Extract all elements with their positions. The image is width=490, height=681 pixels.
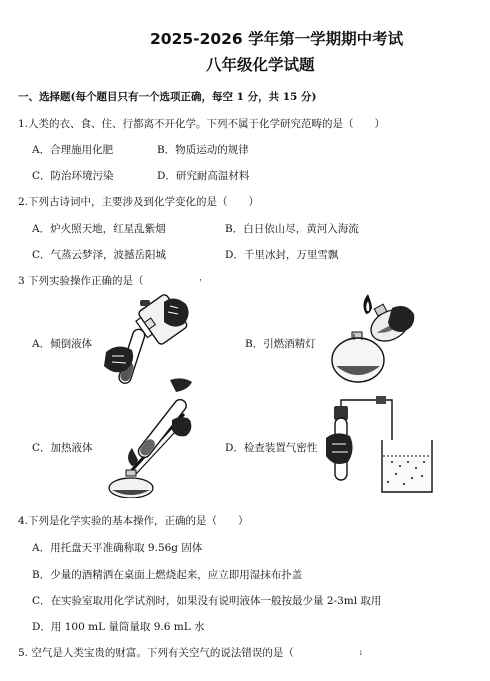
exam-subtitle: 八年级化学试题: [206, 56, 315, 74]
q2-option-b: B．白日依山尽，黄河入海流: [225, 223, 359, 235]
question-1-stem: 1.人类的衣、食、住、行都离不开化学。下列不属于化学研究范畴的是（ ）: [18, 118, 386, 130]
q1-option-d: D．研究耐高温材料: [157, 170, 250, 182]
question-3-stem: 3 下列实验操作正确的是（: [18, 275, 144, 287]
q2-option-d: D．千里冰封，万里雪飘: [225, 249, 339, 261]
q1-option-c: C．防治环境污染: [32, 170, 114, 182]
q4-option-d: D．用 100 mL 量筒量取 9.6 mL 水: [32, 621, 205, 633]
q2-option-c: C．气蒸云梦泽，波撼岳阳城: [32, 249, 167, 261]
question-3-stray-mark: ，: [199, 273, 209, 283]
q3-option-b: B．引燃酒精灯: [245, 338, 316, 350]
section-heading: 一、选择题(每个题目只有一个选项正确，每空 1 分，共 15 分): [18, 91, 317, 103]
q2-option-a: A．炉火照天地，红星乱紫烟: [32, 223, 166, 235]
question-5-stem: 5. 空气是人类宝贵的财富。下列有关空气的说法错误的是（: [18, 647, 294, 659]
question-4-stem: 4.下列是化学实验的基本操作，正确的是（ ）: [18, 515, 249, 527]
q3-option-d: D．检查装置气密性: [225, 442, 318, 454]
question-2-stem: 2.下列古诗词中，主要涉及到化学变化的是（ ）: [18, 196, 260, 208]
question-5-stray-mark: ↓: [358, 649, 364, 657]
exam-title: 2025-2026 学年第一学期期中考试: [150, 30, 404, 48]
airtightness-check-illustration: [326, 396, 436, 498]
q4-option-b: B．少量的酒精洒在桌面上燃烧起来，应立即用湿抹布扑盖: [32, 569, 303, 581]
q4-option-a: A．用托盘天平准确称取 9.56g 固体: [32, 542, 203, 554]
q4-option-c: C．在实验室取用化学试剂时，如果没有说明液体一般按最少量 2-3ml 取用: [32, 595, 382, 607]
q3-option-c: C．加热液体: [32, 442, 93, 454]
q1-option-a: A．合理施用化肥: [32, 144, 114, 156]
heating-liquid-illustration: [106, 374, 202, 498]
lighting-alcohol-lamp-illustration: [318, 292, 418, 388]
q3-option-a: A．倾倒液体: [32, 338, 93, 350]
q1-option-b: B．物质运动的规律: [157, 144, 249, 156]
